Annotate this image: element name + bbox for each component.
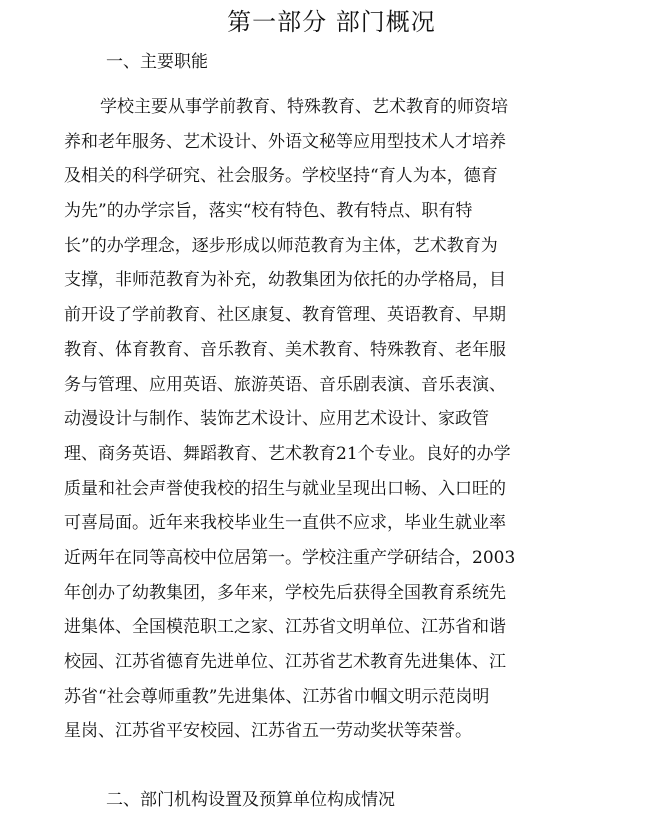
paragraph-line: 学校主要从事学前教育、特殊教育、艺术教育的师资培 <box>100 97 508 117</box>
paragraph-line: 校园、江苏省德育先进单位、江苏省艺术教育先进集体、江 <box>64 652 506 672</box>
paragraph-line: 理、商务英语、舞蹈教育、艺术教育21个专业。良好的办学 <box>64 443 511 464</box>
paragraph-line: 为先”的办学宗旨，落实“校有特色、教有特点、职有特 <box>64 201 473 222</box>
page-title: 第一部分 部门概况 <box>227 8 436 36</box>
paragraph-line: 进集体、全国模范职工之家、江苏省文明单位、江苏省和谐 <box>64 617 506 638</box>
main-functions-paragraph <box>64 90 624 749</box>
paragraph-line: 质量和社会声誉使我校的招生与就业呈现出口畅、入口旺的 <box>64 478 506 499</box>
paragraph-line: 可喜局面。近年来我校毕业生一直供不应求，毕业生就业率 <box>64 513 506 534</box>
paragraph-line: 及相关的科学研究、社会服务。学校坚持“育人为本，德育 <box>64 166 498 187</box>
paragraph-line: 长”的办学理念，逐步形成以师范教育为主体，艺术教育为 <box>64 235 498 256</box>
paragraph-line: 动漫设计与制作、装饰艺术设计、应用艺术设计、家政管 <box>64 409 489 430</box>
section-heading-main-functions: 一、主要职能 <box>106 52 208 72</box>
paragraph-line: 年创办了幼教集团，多年来，学校先后获得全国教育系统先 <box>64 582 506 603</box>
paragraph-line: 前开设了学前教育、社区康复、教育管理、英语教育、早期 <box>64 305 506 326</box>
paragraph-line: 苏省“社会尊师重教”先进集体、江苏省巾帼文明示范岗明 <box>64 686 490 707</box>
paragraph-line: 近两年在同等高校中位居第一。学校注重产学研结合，2003 <box>64 547 516 568</box>
paragraph-line: 务与管理、应用英语、旅游英语、音乐剧表演、音乐表演、 <box>64 374 506 395</box>
paragraph-line: 星岗、江苏省平安校园、江苏省五一劳动奖状等荣誉。 <box>64 721 472 742</box>
section-heading-org-structure: 二、部门机构设置及预算单位构成情况 <box>106 790 395 810</box>
paragraph-line: 教育、体育教育、音乐教育、美术教育、特殊教育、老年服 <box>64 339 506 360</box>
paragraph-line: 支撑，非师范教育为补充，幼教集团为依托的办学格局，目 <box>64 270 506 291</box>
paragraph-line: 养和老年服务、艺术设计、外语文秘等应用型技术人才培养 <box>64 131 506 152</box>
